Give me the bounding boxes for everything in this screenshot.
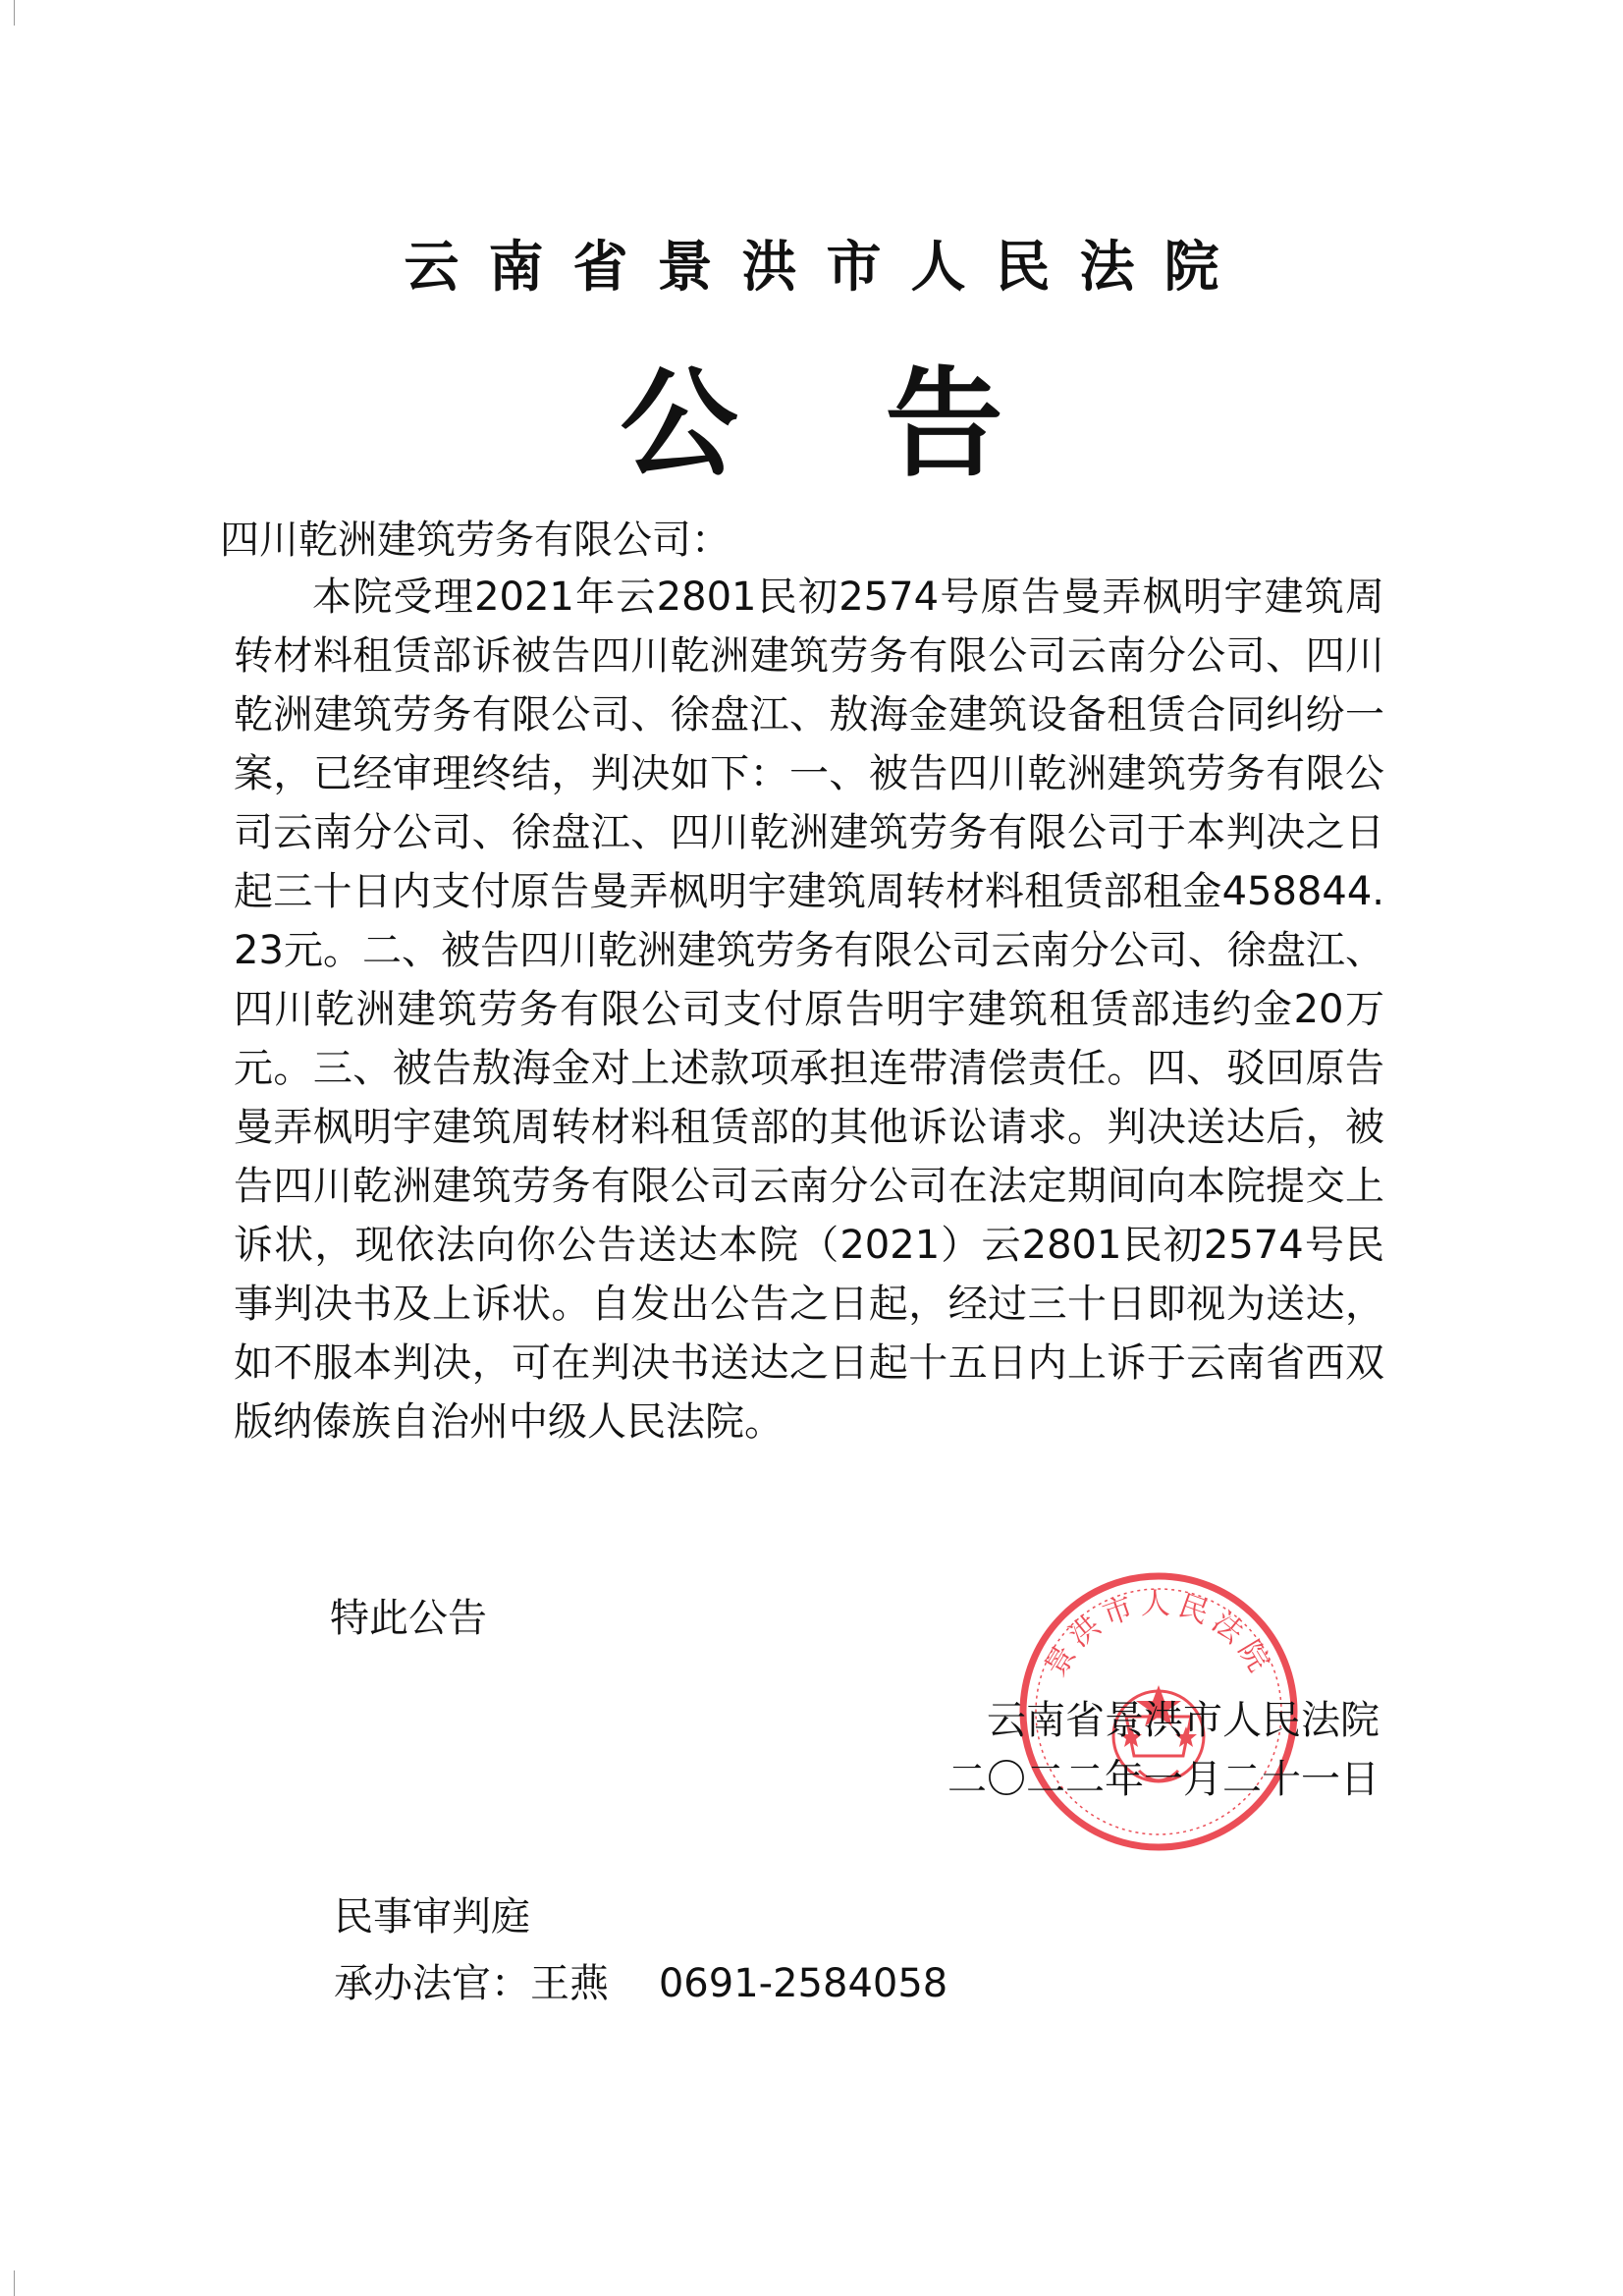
signature-date: 二〇二二年一月二十一日 <box>947 1757 1380 1802</box>
closing-phrase: 特此公告 <box>330 1596 487 1641</box>
division-name: 民事审判庭 <box>334 1894 530 1940</box>
phone-number: 0691-2584058 <box>658 1961 948 2006</box>
contact-line <box>334 1954 947 2013</box>
signature-court: 云南省景洪市人民法院 <box>987 1698 1380 1743</box>
scan-edge-mark <box>14 2270 15 2296</box>
scan-edge-mark <box>14 0 15 26</box>
notice-body: 本院受理2021年云2801民初2574号原告曼弄枫明宇建筑周转材料租赁部诉被告四川乾洲建筑劳务有限公司云南分公司、四川乾洲建筑劳务有限公司、徐盘江、敖海金建筑设备租赁合同纠纷一案，已经审理终结，判决如下：一、被告四川乾洲建筑劳务有限公司云南分公司、徐盘江、四川乾洲建筑劳务有限公司于本判决之日起三十日内支付原告曼弄枫明宇建筑周转材料租赁部租金458844.23元。二、被告四川乾洲建筑劳务有限公司云南分公司、徐盘江、四川乾洲建筑劳务有限公司支付原告明宇建筑租赁部违约金20万元。三、被告敖海金对上述款项承担连带清偿责任。四、驳回原告曼弄枫明宇建筑周转材料租赁部的其他诉讼请求。判决送达后，被告四川乾洲建筑劳务有限公司云南分公司在法定期间向本院提交上诉状，现依法向你公告送达本院（2021）云2801民初2574号民事判决书及上诉状。自发出公告之日起，经过三十日即视为送达，如不服本判决，可在判决书送达之日起十五日内上诉于云南省西双版纳傣族自治州中级人民法院。 <box>234 574 1384 1445</box>
seal-text: 景洪市人民法院 <box>1038 1587 1279 1683</box>
notice-title: 公告 <box>620 355 1151 493</box>
judge-label: 承办法官：王燕 <box>334 1961 609 2006</box>
court-name-heading: 云南省景洪市人民法院 <box>404 236 1249 300</box>
addressee: 四川乾洲建筑劳务有限公司： <box>220 518 730 563</box>
